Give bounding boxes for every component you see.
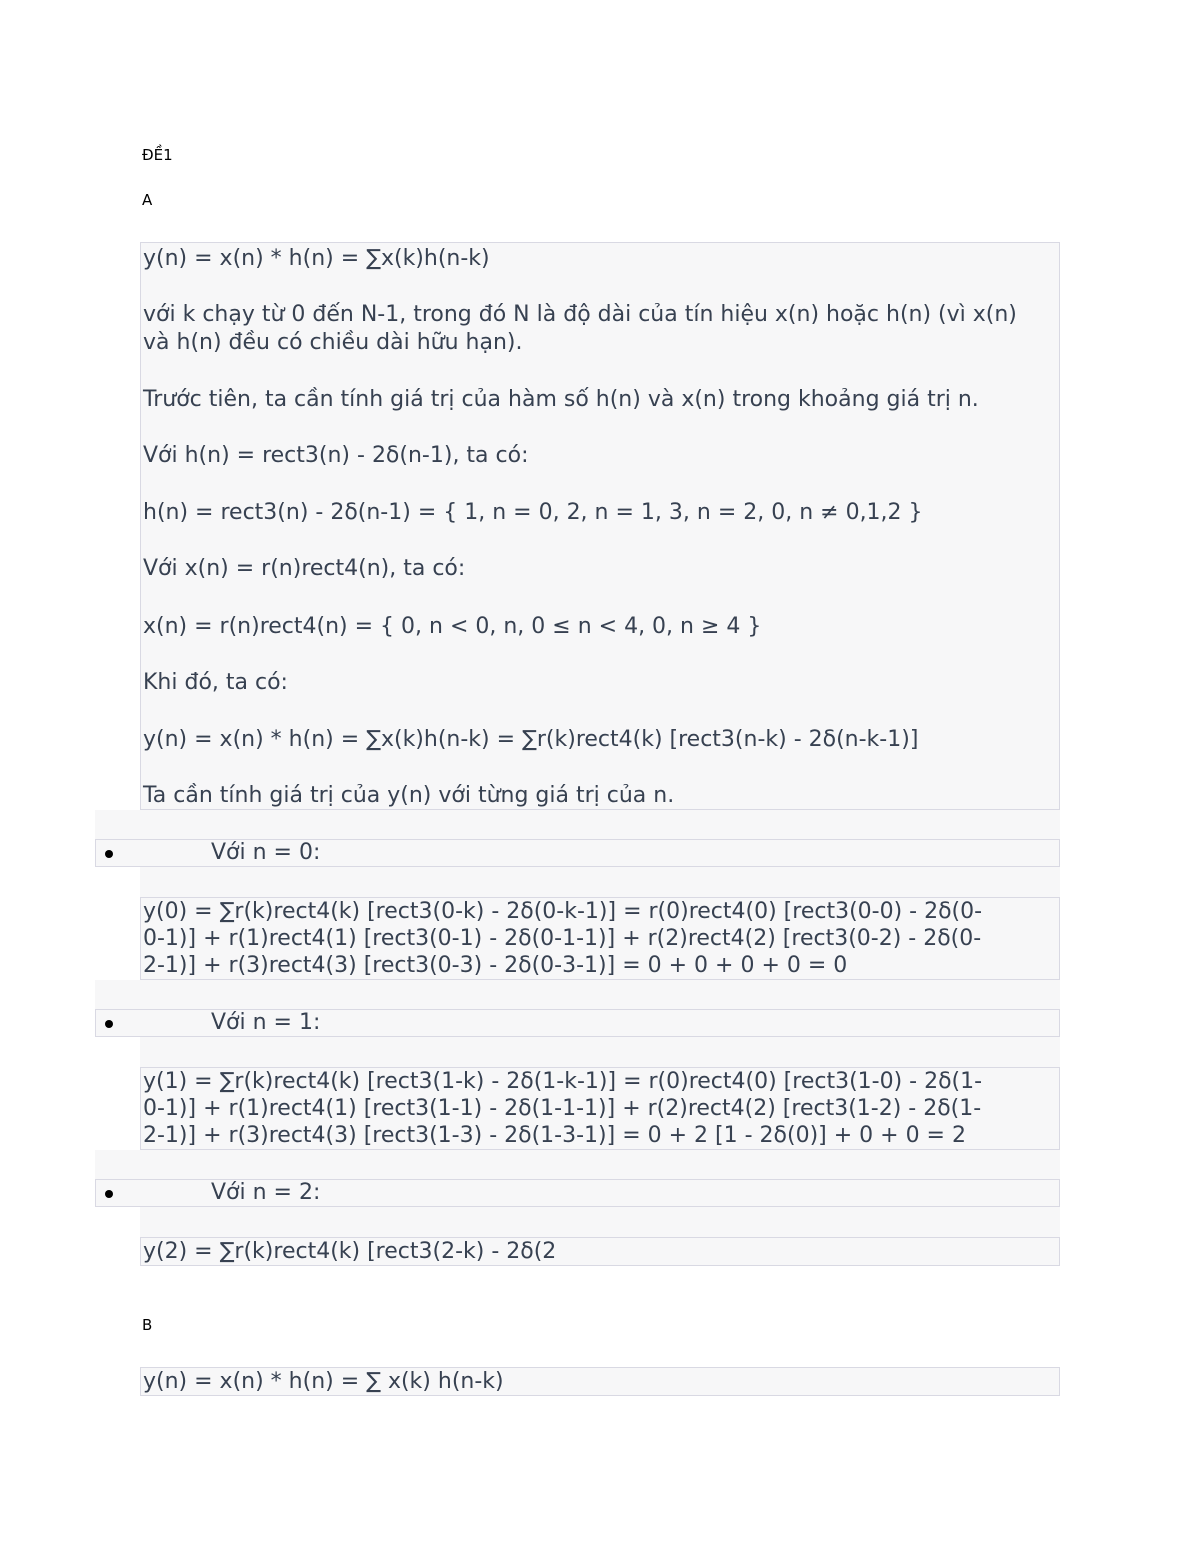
expanded-convolution-formula: y(n) = x(n) * h(n) = ∑x(k)h(n-k) = ∑r(k)rect4(k) [rect3(n-k) - 2δ(n-k-1)] (143, 727, 919, 752)
intro-step-text: Trước tiên, ta cần tính giá trị của hàm số h(n) và x(n) trong khoảng giá trị n. (143, 387, 979, 412)
intro-paragraph: với k chạy từ 0 đến N-1, trong đó N là độ dài của tín hiệu x(n) hoặc h(n) (vì x(n) và h(n) đều có chiều dài hữu hạn). (143, 302, 1017, 355)
case-0-formula-block (140, 897, 1060, 980)
list-item-case-1 (95, 1009, 1060, 1037)
bullet-icon (105, 850, 113, 858)
formula-line: y(0) = ∑r(k)rect4(k) [rect3(0-k) - 2δ(0-k-1)] = r(0)rect4(0) [rect3(0-0) - 2δ(0- (143, 899, 983, 924)
formula-line: 2-1)] + r(3)rect4(3) [rect3(1-3) - 2δ(1-3-1)] = 0 + 2 [1 - 2δ(0)] + 0 + 0 = 2 (143, 1123, 966, 1148)
spacer (95, 810, 1060, 839)
case-label: Với n = 0: (211, 840, 321, 865)
formula-line: 0-1)] + r(1)rect4(1) [rect3(0-1) - 2δ(0-1-1)] + r(2)rect4(2) [rect3(0-2) - 2δ(0- (143, 926, 982, 951)
case-1-formula-block (140, 1067, 1060, 1150)
h-piecewise-formula: h(n) = rect3(n) - 2δ(n-1) = { 1, n = 0, 2, n = 1, 3, n = 2, 0, n ≠ 0,1,2 } (143, 500, 923, 525)
formula-line: 0-1)] + r(1)rect4(1) [rect3(1-1) - 2δ(1-1-1)] + r(2)rect4(2) [rect3(1-2) - 2δ(1- (143, 1096, 982, 1121)
spacer (95, 1150, 1060, 1179)
convolution-formula: y(n) = x(n) * h(n) = ∑x(k)h(n-k) (143, 246, 490, 271)
section-a-label: A (142, 191, 153, 209)
x-definition-text: Với x(n) = r(n)rect4(n), ta có: (143, 556, 466, 581)
list-item-case-2 (95, 1179, 1060, 1207)
case-label: Với n = 1: (211, 1010, 321, 1035)
spacer (140, 1207, 1060, 1237)
formula-line: y(1) = ∑r(k)rect4(k) [rect3(1-k) - 2δ(1-k-1)] = r(0)rect4(0) [rect3(1-0) - 2δ(1- (143, 1069, 983, 1094)
list-item-case-0 (95, 839, 1060, 867)
case-2-formula-block (140, 1237, 1060, 1266)
bullet-icon (105, 1190, 113, 1198)
section-b-formula: y(n) = x(n) * h(n) = ∑ x(k) h(n-k) (143, 1369, 504, 1394)
spacer (140, 867, 1060, 897)
then-text: Khi đó, ta có: (143, 670, 288, 695)
case-label: Với n = 2: (211, 1180, 321, 1205)
h-definition-text: Với h(n) = rect3(n) - 2δ(n-1), ta có: (143, 443, 529, 468)
spacer (140, 1037, 1060, 1067)
document-title: ĐỀ1 (142, 146, 173, 164)
section-b-formula-block (140, 1367, 1060, 1396)
spacer (95, 980, 1060, 1009)
compute-each-n-text: Ta cần tính giá trị của y(n) với từng giá trị của n. (143, 783, 675, 808)
formula-line: y(2) = ∑r(k)rect4(k) [rect3(2-k) - 2δ(2 (143, 1239, 557, 1264)
bullet-icon (105, 1020, 113, 1028)
section-b-label: B (142, 1316, 153, 1334)
formula-line: 2-1)] + r(3)rect4(3) [rect3(0-3) - 2δ(0-3-1)] = 0 + 0 + 0 + 0 = 0 (143, 953, 848, 978)
section-a-intro-block (140, 242, 1060, 810)
x-piecewise-formula: x(n) = r(n)rect4(n) = { 0, n < 0, n, 0 ≤ n < 4, 0, n ≥ 4 } (143, 614, 762, 639)
